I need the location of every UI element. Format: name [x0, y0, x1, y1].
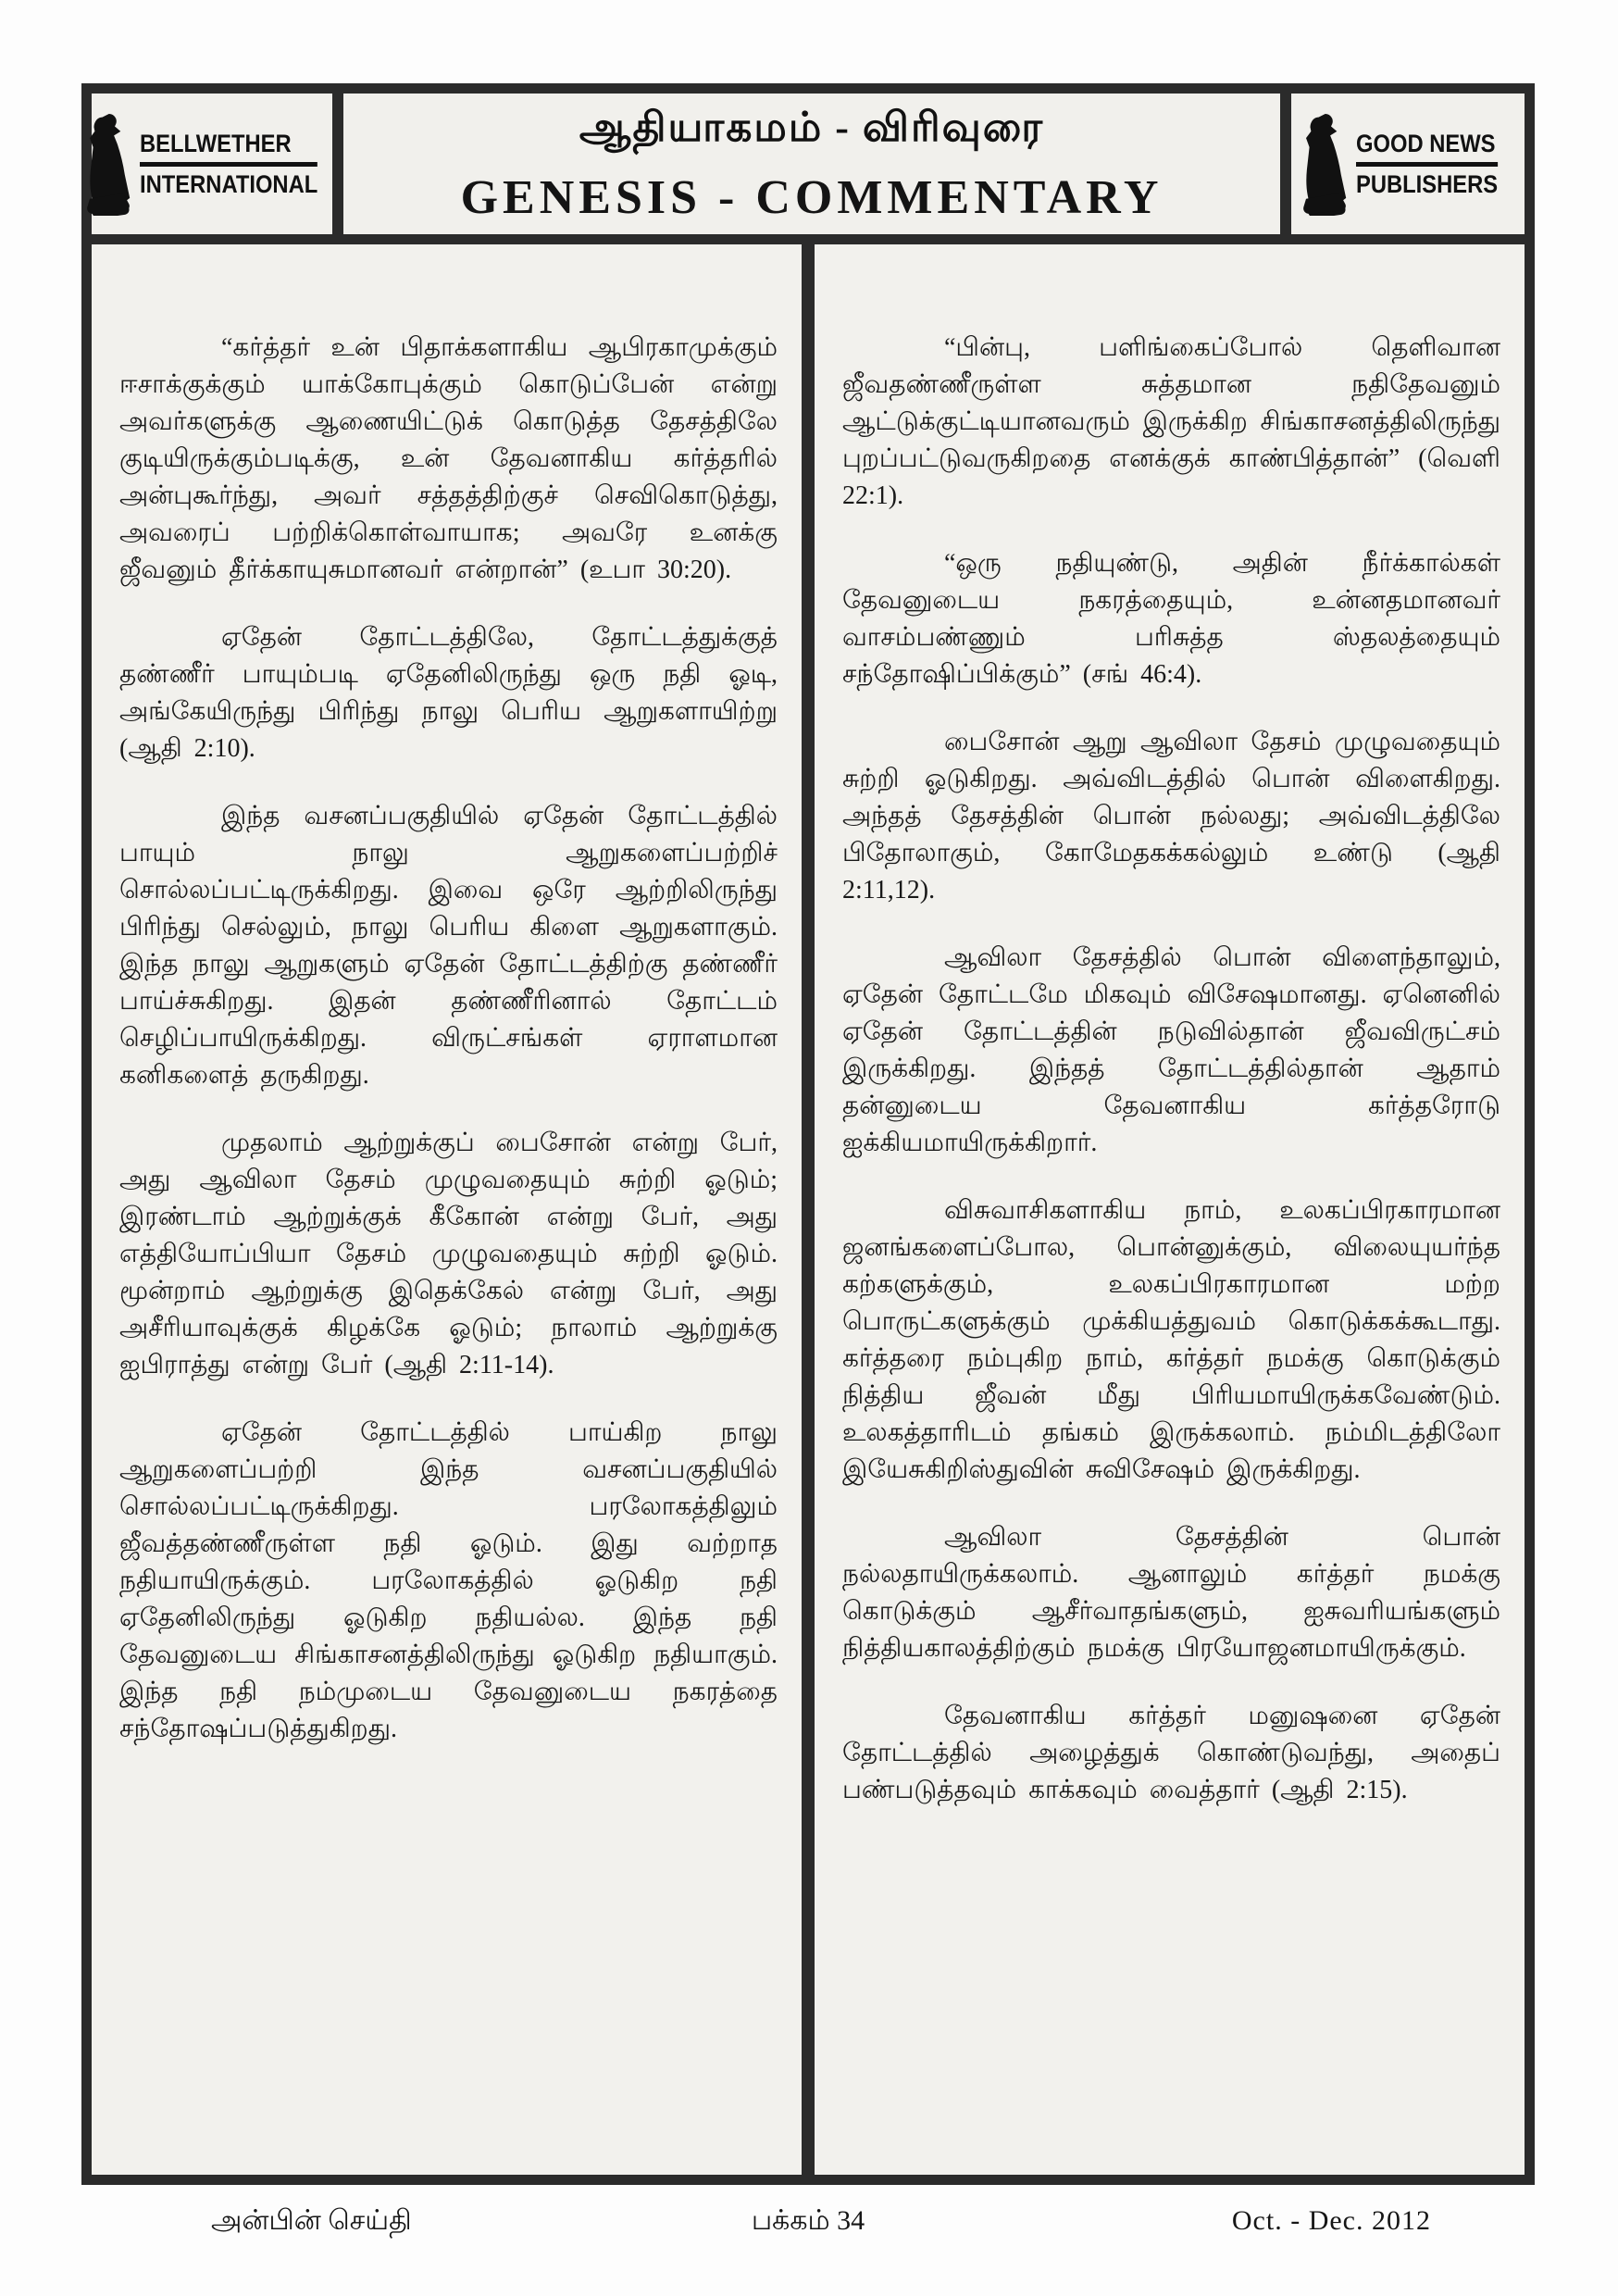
- title-box: [343, 94, 1280, 234]
- goodnews-figure-icon: [1298, 112, 1348, 216]
- goodnews-logo-line2: PUBLISHERS: [1356, 169, 1499, 198]
- paragraph: ஆவிலா தேசத்தின் பொன் நல்லதாயிருக்கலாம். ஆனாலும் கர்த்தர் நமக்கு கொடுக்கும் ஆசீர்வாதங்களும், ஐசுவரியங்களும் நித்தியகாலத்திற்கும் நமக்கு பிரயோஜனமாயிருக்கும்.: [842, 1523, 1500, 1663]
- footer-page-number: பக்கம் 34: [751, 2205, 865, 2236]
- goodnews-logo-text: [1356, 130, 1498, 199]
- page-title-tamil: ஆதியாகமம் - விரிவுரை: [579, 104, 1045, 150]
- document-frame: [81, 83, 1535, 2185]
- bellwether-logo-line1: BELLWETHER: [140, 130, 317, 167]
- body: [92, 244, 1525, 2175]
- paragraph: தேவனாகிய கர்த்தர் மனுஷனை ஏதேன் தோட்டத்தில் அழைத்துக் கொண்டுவந்து, அதைப் பண்படுத்தவும் காக்கவும் வைத்தார் (ஆதி 2:15).: [842, 1702, 1500, 1804]
- left-column: [92, 244, 802, 2175]
- footer-publication-name: அன்பின் செய்தி: [211, 2205, 412, 2236]
- header: [92, 94, 1525, 234]
- right-column: [815, 244, 1525, 2175]
- paragraph: ஏதேன் தோட்டத்தில் பாய்கிற நாலு ஆறுகளைப்பற்றி இந்த வசனப்பகுதியில் சொல்லப்பட்டிருக்கிறது. பரலோகத்திலும் ஜீவத்தண்ணீருள்ள நதி ஓடும். இது வற்றாத நதியாயிருக்கும். பரலோகத்தில் ஓடுகிற நதி ஏதேனிலிருந்து ஓடுகிற நதியல்ல. இந்த நதி தேவனுடைய சிங்காசனத்திலிருந்து ஓடுகிற நதியாகும். இந்த நதி நம்முடைய தேவனுடைய நகரத்தை சந்தோஷப்படுத்துகிறது.: [119, 1418, 778, 1743]
- bellwether-logo-line2: INTERNATIONAL: [140, 169, 318, 198]
- page-title-english: GENESIS - COMMENTARY: [460, 170, 1164, 224]
- paragraph: “கர்த்தர் உன் பிதாக்களாகிய ஆபிரகாமுக்கும் ஈசாக்குக்கும் யாக்கோபுக்கும் கொடுப்பேன் என்று அவர்களுக்கு ஆணையிட்டுக் கொடுத்த தேசத்திலே குடியிருக்கும்படிக்கு, உன் தேவனாகிய கர்த்தரில் அன்புகூர்ந்து, அவர் சத்தத்திற்குச் செவிகொடுத்து, அவரைப் பற்றிக்கொள்வாயாக; அவரே உனக்கு ஜீவனும் தீர்க்காயுசுமானவர் என்றான்” (உபா 30:20).: [119, 333, 778, 584]
- goodnews-logo-line1: GOOD NEWS: [1356, 130, 1498, 167]
- paragraph: விசுவாசிகளாகிய நாம், உலகப்பிரகாரமான ஜனங்களைப்போல, பொன்னுக்கும், விலையுயர்ந்த கற்களுக்கும், உலகப்பிரகாரமான மற்ற பொருட்களுக்கும் முக்கியத்துவம் கொடுக்கக்கூடாது. கர்த்தரை நம்புகிற நாம், கர்த்தர் நமக்கு கொடுக்கும் நித்திய ஜீவன் மீது பிரியமாயிருக்கவேண்டும். உலகத்தாரிடம் தங்கம் இருக்கலாம். நம்மிடத்திலோ இயேசுகிறிஸ்துவின் சுவிசேஷம் இருக்கிறது.: [842, 1196, 1500, 1484]
- paragraph: ஏதேன் தோட்டத்திலே, தோட்டத்துக்குத் தண்ணீர் பாயும்படி ஏதேனிலிருந்து ஒரு நதி ஓடி, அங்கேயிருந்து பிரிந்து நாலு பெரிய ஆறுகளாயிற்று (ஆதி 2:10).: [119, 623, 778, 763]
- paragraph: ஆவிலா தேசத்தில் பொன் விளைந்தாலும், ஏதேன் தோட்டமே மிகவும் விசேஷமானது. ஏனெனில் ஏதேன் தோட்டத்தின் நடுவில்தான் ஜீவவிருட்சம் இருக்கிறது. இந்தத் தோட்டத்தில்தான் ஆதாம் தன்னுடைய தேவனாகிய கர்த்தரோடு ஐக்கியமாயிருக்கிறார்.: [842, 943, 1500, 1157]
- paragraph: பைசோன் ஆறு ஆவிலா தேசம் முழுவதையும் சுற்றி ஓடுகிறது. அவ்விடத்தில் பொன் விளைகிறது. அந்தத் தேசத்தின் பொன் நல்லது; அவ்விடத்திலே பிதோலாகும், கோமேதகக்கல்லும் உண்டு (ஆதி 2:11,12).: [842, 728, 1500, 905]
- bellwether-logo-box: [92, 94, 332, 234]
- paragraph: “பின்பு, பளிங்கைப்போல் தெளிவான ஜீவதண்ணீருள்ள சுத்தமான நதிதேவனும் ஆட்டுக்குட்டியானவரும் இருக்கிற சிங்காசனத்திலிருந்து புறப்பட்டுவருகிறதை எனக்குக் காண்பித்தான்” (வெளி 22:1).: [842, 333, 1500, 510]
- paragraph: “ஒரு நதியுண்டு, அதின் நீர்க்கால்கள் தேவனுடைய நகரத்தையும், உன்னதமானவர் வாசம்பண்ணும் பரிசுத்த ஸ்தலத்தையும் சந்தோஷிப்பிக்கும்” (சங் 46:4).: [842, 549, 1500, 689]
- paragraph: முதலாம் ஆற்றுக்குப் பைசோன் என்று பேர், அது ஆவிலா தேசம் முழுவதையும் சுற்றி ஓடும்; இரண்டாம் ஆற்றுக்குக் கீகோன் என்று பேர், அது எத்தியோப்பியா தேசம் முழுவதையும் சுற்றி ஓடும். மூன்றாம் ஆற்றுக்கு இதெக்கேல் என்று பேர், அது அசீரியாவுக்குக் கிழக்கே ஓடும்; நாலாம் ஆற்றுக்கு ஐபிராத்து என்று பேர் (ஆதி 2:11-14).: [119, 1129, 778, 1379]
- bellwether-figure-icon: [81, 112, 131, 216]
- page-footer: [81, 2205, 1535, 2248]
- footer-issue-date: Oct. - Dec. 2012: [1231, 2205, 1431, 2236]
- paragraph: இந்த வசனப்பகுதியில் ஏதேன் தோட்டத்தில் பாயும் நாலு ஆறுகளைப்பற்றிச் சொல்லப்பட்டிருக்கிறது. இவை ஒரே ஆற்றிலிருந்து பிரிந்து செல்லும், நாலு பெரிய கிளை ஆறுகளாகும். இந்த நாலு ஆறுகளும் ஏதேன் தோட்டத்திற்கு தண்ணீர் பாய்ச்சுகிறது. இதன் தண்ணீரினால் தோட்டம் செழிப்பாயிருக்கிறது. விருட்சங்கள் ஏராளமான கனிகளைத் தருகிறது.: [119, 802, 778, 1090]
- goodnews-logo-box: [1291, 94, 1525, 234]
- bellwether-logo-text: [140, 130, 317, 199]
